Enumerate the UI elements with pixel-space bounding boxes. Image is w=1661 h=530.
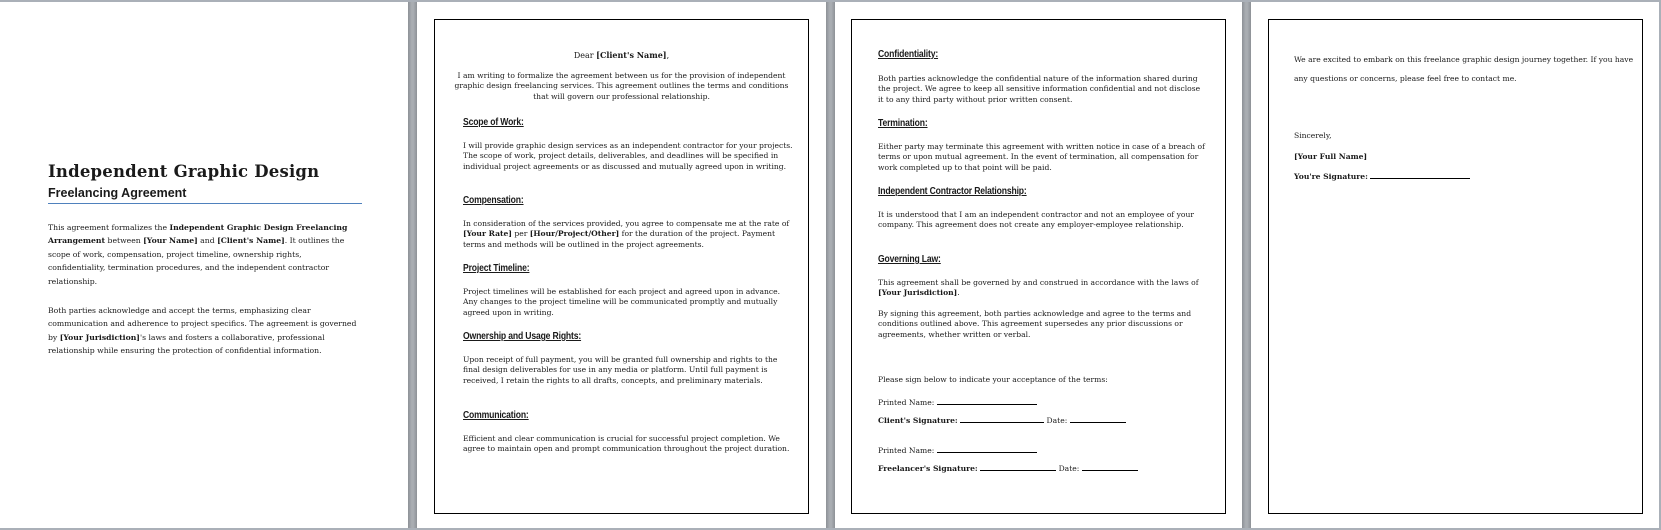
acknowledgement-paragraph: Both parties acknowledge and accept the terms, emphasizing clear communication and adherence to project specifics. The agreement is governed by [Your Jurisdiction]'s laws and fosters a collaborative, professional relationship while ensuring the protection of confidential information. [48, 306, 357, 356]
section-body-supersedes: By signing this agreement, both parties acknowledge and agree to the terms and conditions outlined above. This agreement supersedes any prior discussions or agreements, whether written or verbal. [878, 309, 1192, 339]
section-body-ownership: Upon receipt of full payment, you will be granted full ownership and rights to the final design deliverables for use in any media or platform. Until full payment is received, I retain the rights to all drafts, concepts, and preliminary materials. [463, 355, 778, 385]
page-4 [1251, 2, 1657, 528]
section-body-termination: Either party may terminate this agreement with written notice in case of a breach of terms or upon mutual agreement. In the event of termination, all compensation for work completed up to that point will be paid. [878, 142, 1205, 172]
document-subtitle: Freelancing Agreement [48, 186, 187, 200]
closing-paragraph: We are excited to embark on this freelance graphic design journey together. If you have any questions or concerns, please feel free to contact me. [1294, 55, 1634, 83]
client-printed-name-field[interactable] [937, 396, 1037, 405]
sign-prompt: Please sign below to indicate your acceptance of the terms: [878, 375, 1108, 384]
section-body-communication: Efficient and clear communication is crucial for successful project completion. We agree to maintain open and prompt communication throughout the project duration. [463, 434, 790, 454]
salutation: Dear [Client's Name], [573, 50, 670, 60]
page-1 [0, 2, 408, 528]
section-heading-timeline: Project Timeline: [463, 262, 530, 274]
page-gutter [408, 2, 417, 528]
page-border [1268, 19, 1643, 514]
section-body-contractor: It is understood that I am an independent contractor and not an employee of your company. This agreement does not create any employer-employee relationship. [878, 210, 1195, 230]
client-signature-field[interactable] [960, 414, 1044, 423]
signature-field[interactable] [1370, 170, 1470, 179]
section-body-compensation: In consideration of the services provided, you agree to compensate me at the rate of [Your Rate] per [Hour/Project/Other] for the duration of the project. Payment terms and methods will be outlined in the project agreements. [463, 219, 790, 249]
section-heading-governing-law: Governing Law: [878, 253, 941, 265]
section-heading-ownership: Ownership and Usage Rights: [463, 330, 582, 342]
intro-paragraph: I am writing to formalize the agreement between us for the provision of independent graphic design freelancing services. This agreement outlines the terms and conditions that will govern our professional relationship. [454, 71, 789, 101]
section-heading-termination: Termination: [878, 117, 928, 129]
section-heading-confidentiality: Confidentiality: [878, 48, 939, 60]
section-body-timeline: Project timelines will be established for each project and agreed upon in advance. Any changes to the project timeline will be communicated promptly and mutually agreed upon in writing. [463, 287, 781, 317]
freelancer-date-field[interactable] [1082, 462, 1138, 471]
client-date-field[interactable] [1070, 414, 1126, 423]
section-heading-communication: Communication: [463, 409, 529, 421]
section-body-scope: I will provide graphic design services as an independent contractor for your projects. The scope of work, project details, deliverables, and deadlines will be specified in individual project agreements or as discussed and mutually agreed upon in writing. [463, 141, 793, 171]
section-heading-compensation: Compensation: [463, 194, 524, 206]
freelancer-printed-name-row: Printed Name: [878, 444, 1208, 456]
section-body-confidentiality: Both parties acknowledge the confidential nature of the information shared during the project. We agree to keep all sensitive information confidential and not disclose it to any third party without prior written consent. [878, 74, 1201, 104]
client-signature-row: Client's Signature: Date: [878, 414, 1218, 426]
full-name: [Your Full Name] [1294, 152, 1368, 161]
client-printed-name-row: Printed Name: [878, 396, 1208, 408]
sincerely: Sincerely, [1294, 131, 1332, 140]
section-heading-scope: Scope of Work: [463, 116, 524, 128]
freelancer-signature-field[interactable] [980, 462, 1056, 471]
page-2 [417, 2, 826, 528]
title-rule [48, 203, 362, 204]
freelancer-signature-row: Freelancer's Signature: Date: [878, 462, 1218, 474]
page-3 [835, 2, 1242, 528]
freelancer-printed-name-field[interactable] [937, 444, 1037, 453]
signature-row: You're Signature: [1294, 170, 1594, 182]
page-gutter [1242, 2, 1251, 528]
intro-paragraph: This agreement formalizes the Independent Graphic Design Freelancing Arrangement between [Your Name] and [Client's Name]. It outlines the scope of work, compensation, project timeline, ownership rights, confidentiality, termination procedures, and the independent contractor relationship. [48, 223, 348, 286]
document-title: Independent Graphic Design [48, 162, 320, 181]
section-heading-contractor: Independent Contractor Relationship: [878, 185, 1027, 197]
page-gutter [826, 2, 835, 528]
section-body-governing-law: This agreement shall be governed by and construed in accordance with the laws of [Your Jurisdiction]. [878, 278, 1199, 298]
